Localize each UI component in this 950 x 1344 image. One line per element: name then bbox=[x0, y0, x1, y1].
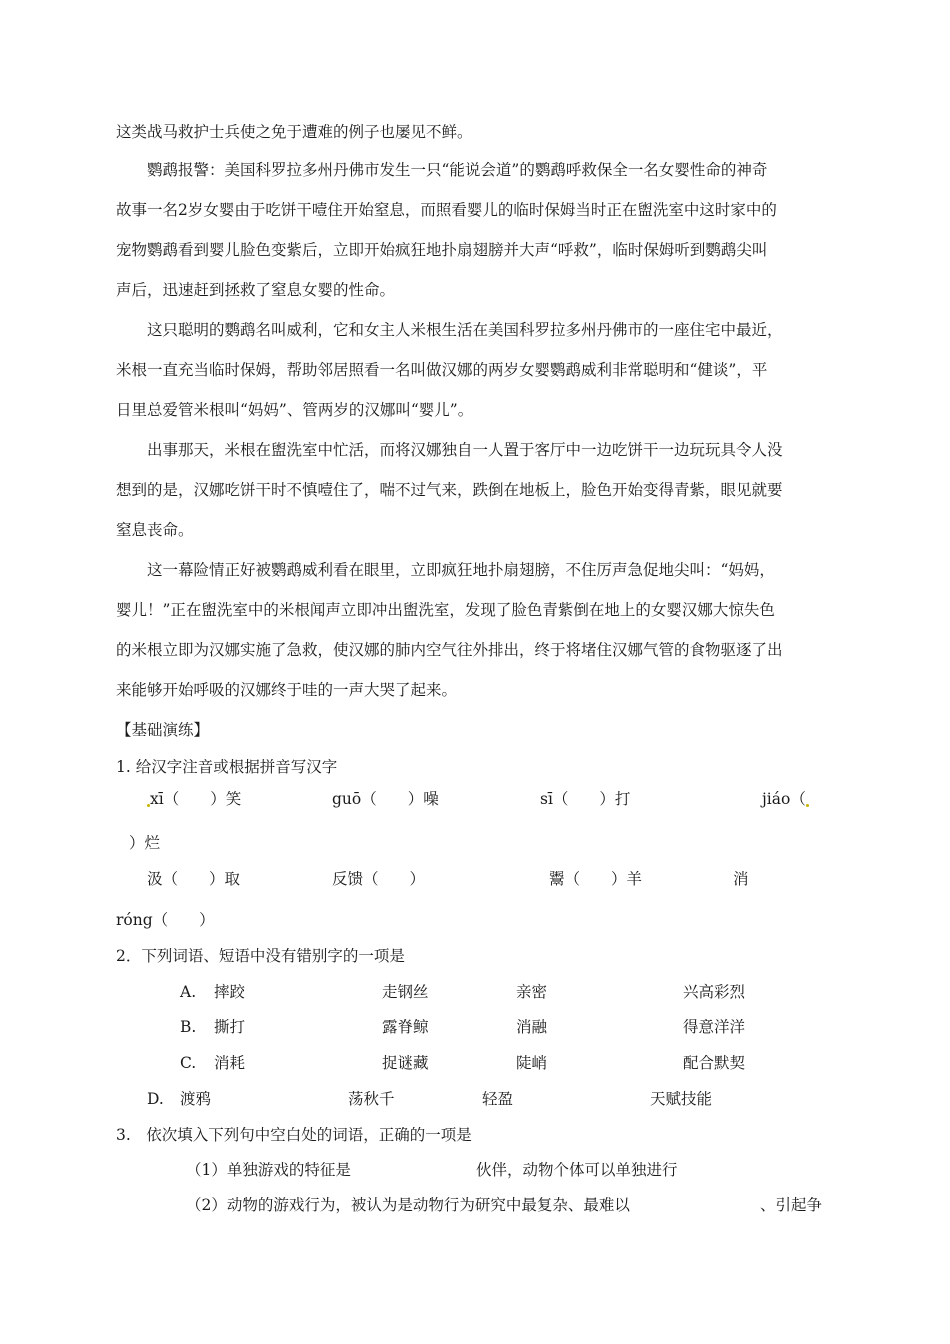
text-line: 米根一直充当临时保姆，帮助邻居照看一名叫做汉娜的两岁女婴鹦鹉威利非常聪明和“健谈”，平 bbox=[116, 361, 768, 379]
option-word: 走钢丝 bbox=[382, 983, 429, 1001]
question-title: 1. 给汉字注音或根据拼音写汉字 bbox=[116, 758, 338, 776]
option-word: 轻盈 bbox=[482, 1090, 514, 1108]
text-line: 婴儿！”正在盥洗室中的米根闻声立即冲出盥洗室，发现了脸色青紫倒在地上的女婴汉娜大惊失色 bbox=[116, 601, 775, 619]
option-word: 兴高彩烈 bbox=[683, 983, 746, 1001]
option-word: 天赋技能 bbox=[650, 1090, 713, 1108]
option-letter: A. bbox=[180, 983, 197, 1001]
option-word: 荡秋千 bbox=[348, 1090, 395, 1108]
text-line: 这只聪明的鹦鹉名叫威利，它和女主人米根生活在美国科罗拉多州丹佛市的一座住宅中最近， bbox=[147, 321, 783, 339]
option-letter: B. bbox=[180, 1018, 197, 1036]
option-word: 陡峭 bbox=[516, 1054, 548, 1072]
text-line: 声后，迅速赶到拯救了窒息女婴的性命。 bbox=[116, 281, 396, 299]
question-title: 3. 依次填入下列句中空白处的词语，正确的一项是 bbox=[116, 1126, 472, 1144]
option-letter: C. bbox=[180, 1054, 197, 1072]
text-line: 鹦鹉报警：美国科罗拉多州丹佛市发生一只“能说会道”的鹦鹉呼救保全一名女婴性命的神奇 bbox=[147, 161, 768, 179]
pinyin-item: sī（ ）打 bbox=[540, 790, 631, 808]
option-word: 得意洋洋 bbox=[683, 1018, 746, 1036]
text-line: 窒息丧命。 bbox=[116, 521, 194, 539]
sentence-part: 、引起争 bbox=[760, 1196, 823, 1214]
option-word: 摔跤 bbox=[214, 983, 246, 1001]
mark-dot bbox=[806, 804, 809, 807]
sentence-part: 伙伴，动物个体可以单独进行 bbox=[476, 1161, 678, 1179]
pinyin-item: jiáo（ bbox=[762, 789, 809, 809]
text-line: 来能够开始呼吸的汉娜终于哇的一声大哭了起来。 bbox=[116, 681, 458, 699]
option-word: 撕打 bbox=[214, 1018, 246, 1036]
pinyin-item: 汲（ ）取 bbox=[147, 870, 241, 888]
text-line: 出事那天，米根在盥洗室中忙活，而将汉娜独自一人置于客厅中一边吃饼干一边玩玩具令人没 bbox=[147, 441, 783, 459]
text-line: 宠物鹦鹉看到婴儿脸色变紫后，立即开始疯狂地扑扇翅膀并大声“呼救”，临时保姆听到鹦鹉尖叫 bbox=[116, 241, 768, 259]
sentence-part: （1）单独游戏的特征是 bbox=[186, 1161, 351, 1179]
pinyin-item: 反馈（ ） bbox=[332, 870, 426, 888]
text-line: 故事一名2岁女婴由于吃饼干噎住开始窒息，而照看婴儿的临时保姆当时正在盥洗室中这时家中的 bbox=[116, 201, 777, 219]
option-word: 捉谜藏 bbox=[382, 1054, 429, 1072]
question-title: 2．下列词语、短语中没有错别字的一项是 bbox=[116, 947, 405, 965]
option-letter: D. bbox=[147, 1090, 164, 1108]
pinyin-item: xī（ ）笑 bbox=[147, 789, 241, 809]
pinyin-item: 鬻（ ）羊 bbox=[549, 870, 643, 888]
pinyin-item-cont: róng（ ） bbox=[116, 911, 215, 929]
section-title: 【基础演练】 bbox=[116, 721, 210, 739]
text-line: 的米根立即为汉娜实施了急救，使汉娜的肺内空气往外排出，终于将堵住汉娜气管的食物驱逐了出 bbox=[116, 641, 783, 659]
text-line: 这类战马救护士兵使之免于遭难的例子也屡见不鲜。 bbox=[116, 123, 473, 141]
option-word: 配合默契 bbox=[683, 1054, 746, 1072]
text-line: 想到的是，汉娜吃饼干时不慎噎住了，喘不过气来，跌倒在地板上，脸色开始变得青紫，眼见就要 bbox=[116, 481, 783, 499]
pinyin-item: guō（ ）噪 bbox=[332, 790, 439, 808]
option-word: 露脊鲸 bbox=[382, 1018, 429, 1036]
pinyin-item: 消 bbox=[733, 870, 749, 888]
option-word: 消耗 bbox=[214, 1054, 246, 1072]
text-line: 日里总爱管米根叫“妈妈”、管两岁的汉娜叫“婴儿”。 bbox=[116, 401, 474, 419]
option-word: 亲密 bbox=[516, 983, 548, 1001]
option-word: 渡鸦 bbox=[180, 1090, 212, 1108]
text-line: 这一幕险情正好被鹦鹉威利看在眼里，立即疯狂地扑扇翅膀，不住厉声急促地尖叫：“妈妈， bbox=[147, 561, 775, 579]
pinyin-item-cont: ）烂 bbox=[129, 834, 161, 852]
option-word: 消融 bbox=[516, 1018, 548, 1036]
sentence-part: （2）动物的游戏行为，被认为是动物行为研究中最复杂、最难以 bbox=[186, 1196, 630, 1214]
